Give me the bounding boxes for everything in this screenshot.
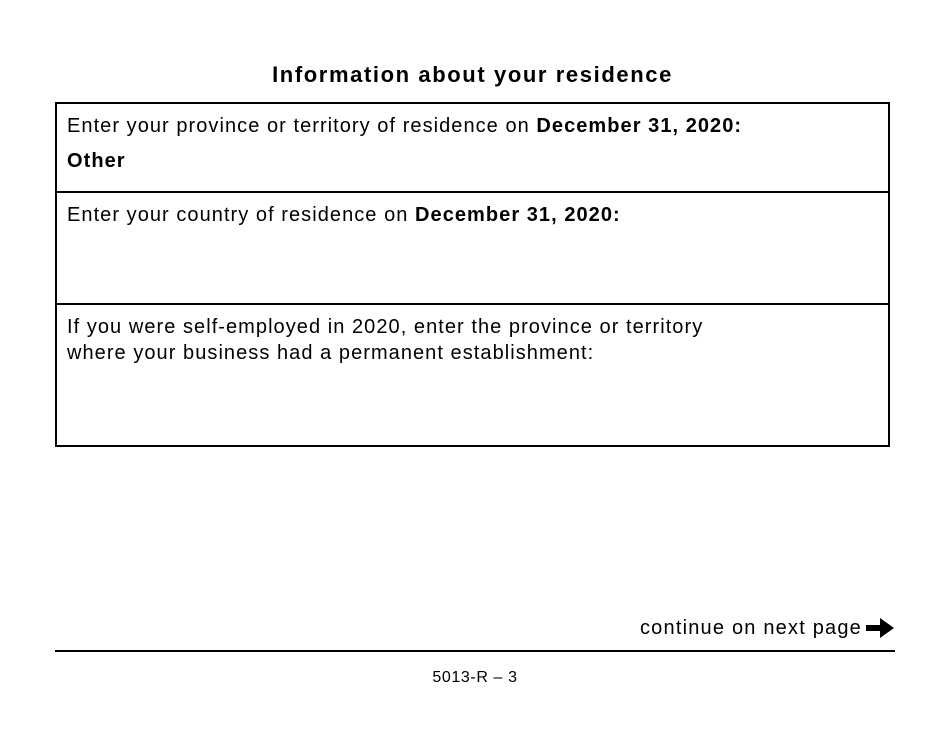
- footer-divider: [55, 650, 895, 652]
- business-question-line-1: If you were self-employed in 2020, enter the province or territory: [67, 316, 704, 338]
- page-number: 5013-R – 3: [432, 669, 518, 686]
- province-residence-row: [57, 104, 888, 191]
- province-question-text: Enter your province or territory of residence on: [67, 115, 537, 137]
- country-residence-row: [57, 191, 888, 303]
- business-establishment-row: [57, 303, 888, 445]
- continue-label: continue on next page: [639, 617, 862, 639]
- province-question-date: December 31, 2020:: [536, 115, 743, 137]
- page-title: Information about your residence: [272, 62, 673, 87]
- province-answer-field[interactable]: Other: [67, 150, 126, 172]
- right-arrow-icon: [866, 617, 895, 639]
- country-question-text: Enter your country of residence on: [67, 204, 416, 226]
- continue-next-page-link[interactable]: [640, 615, 895, 641]
- business-question-line-2: where your business had a permanent establishment:: [67, 342, 595, 364]
- residence-form-table: [55, 102, 890, 447]
- country-question-date: December 31, 2020:: [415, 204, 621, 226]
